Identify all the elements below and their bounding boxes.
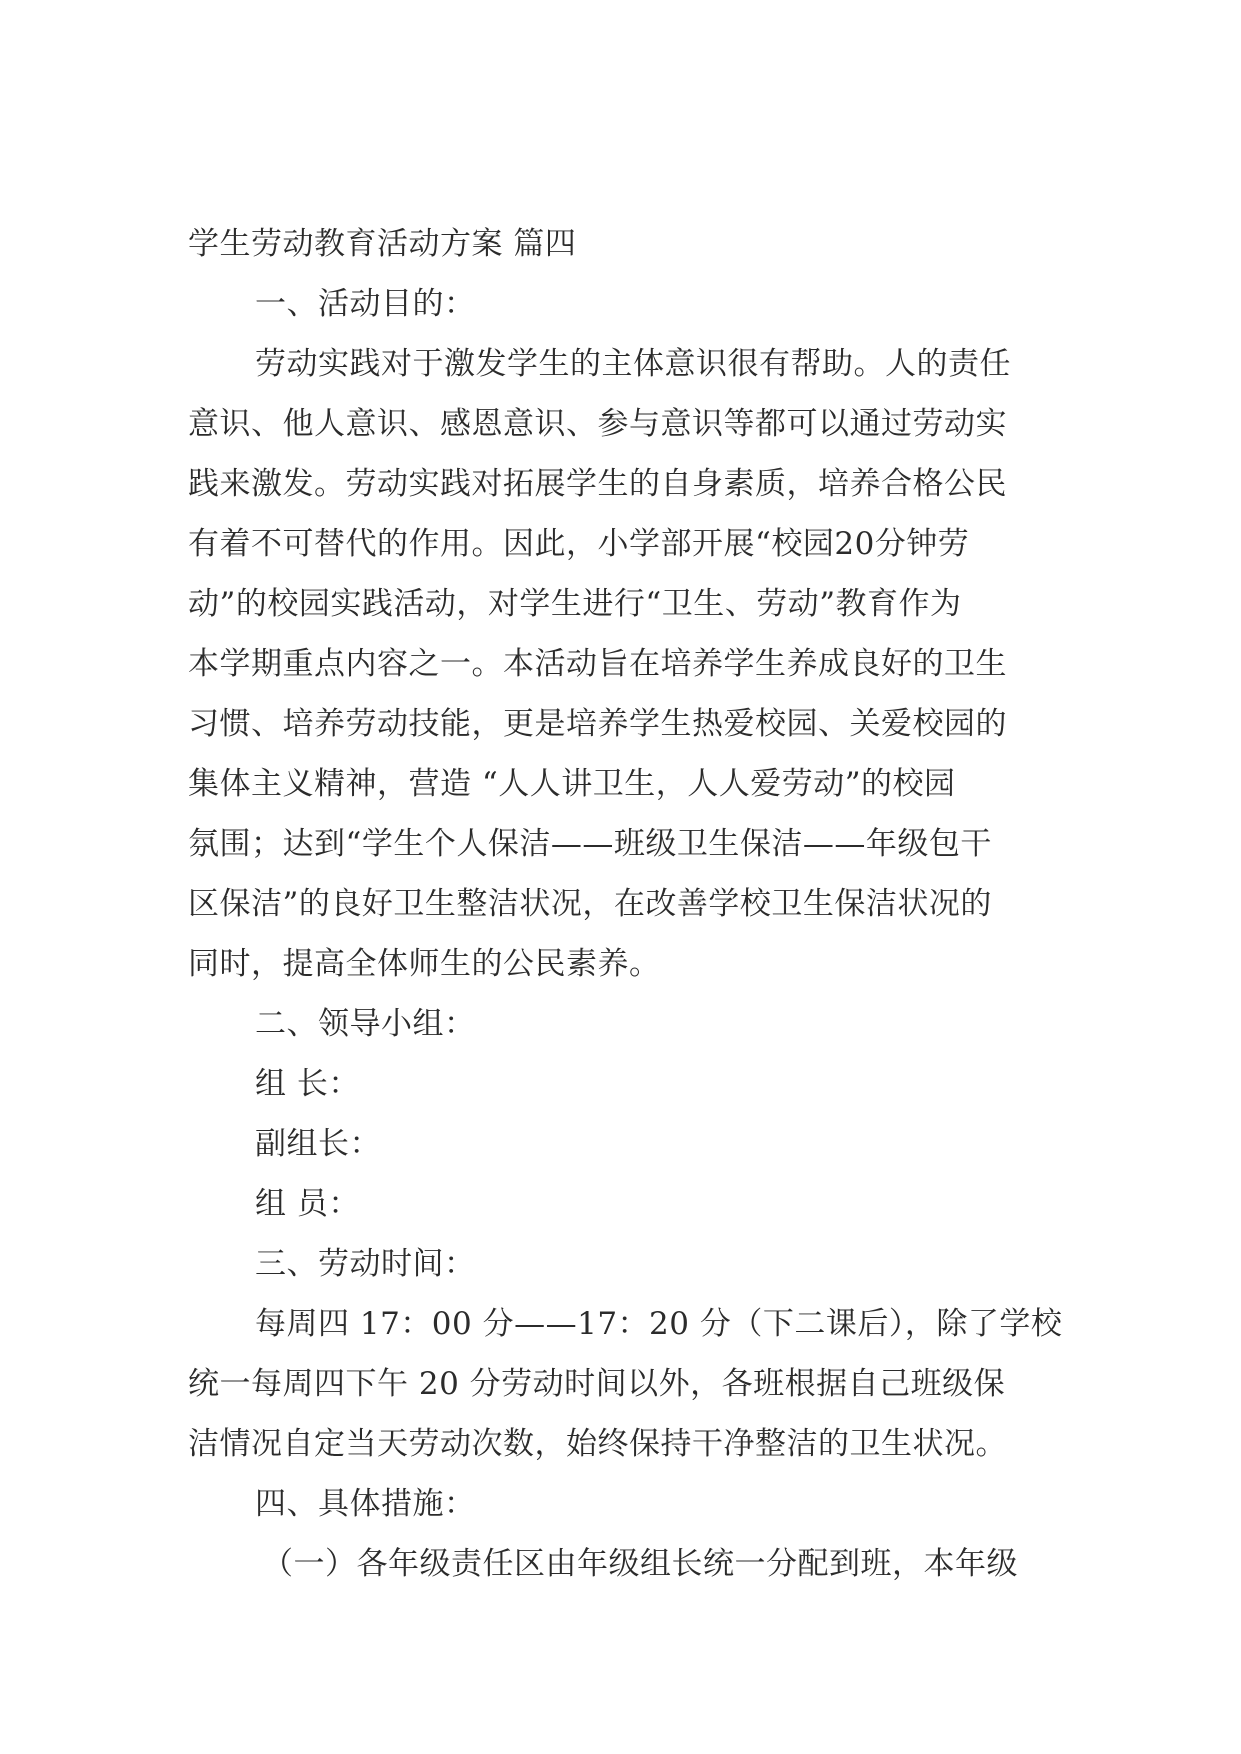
paragraph-line: 区保洁”的良好卫生整洁状况，在改善学校卫生保洁状况的 [188,886,992,922]
paragraph-line: 洁情况自定当天劳动次数，始终保持干净整洁的卫生状况。 [188,1426,1007,1462]
deputy-leader-label: 副组长： [255,1126,381,1162]
paragraph-line: 集体主义精神，营造 “人人讲卫生，人人爱劳动”的校园 [188,766,956,802]
member-label: 组 员： [255,1186,360,1222]
section-heading-leadership: 二、领导小组： [255,1006,476,1042]
leader-label: 组 长： [255,1066,360,1102]
paragraph-line: 氛围；达到“学生个人保洁——班级卫生保洁——年级包干 [188,826,992,862]
section-heading-measures: 四、具体措施： [255,1486,476,1522]
paragraph-line: 动”的校园实践活动，对学生进行“卫生、劳动”教育作为 [188,586,962,622]
paragraph-line: 同时，提高全体师生的公民素养。 [188,946,661,982]
paragraph-line: 劳动实践对于激发学生的主体意识很有帮助。人的责任 [255,346,1011,382]
section-heading-purpose: 一、活动目的： [255,286,476,322]
paragraph-line: 习惯、培养劳动技能，更是培养学生热爱校园、关爱校园的 [188,706,1007,742]
paragraph-line: （一）各年级责任区由年级组长统一分配到班，本年级 [262,1546,1018,1582]
paragraph-line: 每周四 17：00 分——17：20 分（下二课后），除了学校 [255,1306,1063,1342]
paragraph-line: 践来激发。劳动实践对拓展学生的自身素质，培养合格公民 [188,466,1007,502]
document-title: 学生劳动教育活动方案 篇四 [188,226,577,262]
paragraph-line: 统一每周四下午 20 分劳动时间以外，各班根据自己班级保 [188,1366,1006,1402]
section-heading-time: 三、劳动时间： [255,1246,476,1282]
paragraph-line: 有着不可替代的作用。因此，小学部开展“校园20分钟劳 [188,526,970,562]
paragraph-line: 本学期重点内容之一。本活动旨在培养学生养成良好的卫生 [188,646,1007,682]
paragraph-line: 意识、他人意识、感恩意识、参与意识等都可以通过劳动实 [188,406,1007,442]
